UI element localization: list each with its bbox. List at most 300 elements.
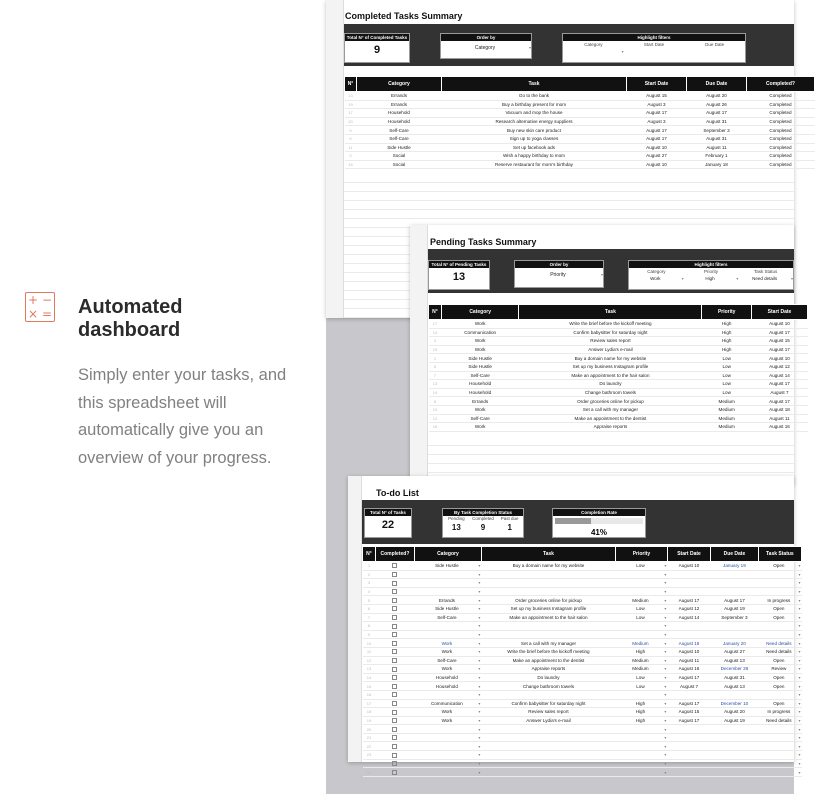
highlight-filters[interactable] [562, 33, 746, 63]
table-cell[interactable]: Do laundry [519, 380, 702, 389]
chevron-down-icon[interactable]: ▾ [798, 683, 801, 689]
table-cell[interactable]: Self-Care [441, 414, 519, 423]
table-cell[interactable] [758, 742, 801, 751]
table-cell[interactable] [414, 725, 481, 734]
table-cell[interactable]: Self-Care [441, 371, 519, 380]
table-cell[interactable] [414, 656, 481, 665]
table-cell[interactable] [481, 596, 615, 605]
table-cell[interactable]: Write the brief before the kickoff meeting [519, 320, 702, 329]
table-cell[interactable] [414, 673, 481, 682]
chevron-down-icon[interactable]: ▾ [798, 700, 801, 706]
chevron-down-icon[interactable]: ▾ [664, 735, 667, 741]
filter-val-category[interactable]: Work ▾ [650, 276, 684, 281]
checkbox[interactable] [392, 761, 397, 766]
table-cell[interactable]: August 12 [751, 362, 807, 371]
table-cell[interactable] [481, 725, 615, 734]
table-cell[interactable] [758, 639, 801, 648]
table-cell[interactable] [711, 768, 759, 777]
table-cell[interactable] [414, 690, 481, 699]
table-cell[interactable]: Answer Lydia's e-mail [519, 345, 702, 354]
filter-val-priority[interactable]: High ▾ [705, 276, 739, 281]
table-cell[interactable] [616, 716, 668, 725]
chevron-down-icon[interactable]: ▾ [798, 649, 801, 655]
table-cell[interactable]: Completed [747, 160, 815, 169]
table-cell[interactable] [667, 742, 710, 751]
table-cell[interactable] [616, 596, 668, 605]
chevron-down-icon[interactable]: ▾ [664, 700, 667, 706]
chevron-down-icon[interactable]: ▾ [664, 606, 667, 612]
chevron-down-icon[interactable]: ▾ [664, 657, 667, 663]
order-by-dropdown[interactable] [514, 260, 604, 288]
completed-checkbox-cell[interactable] [375, 716, 414, 725]
table-cell[interactable] [711, 604, 759, 613]
chevron-down-icon[interactable]: ▾ [478, 563, 481, 569]
table-cell[interactable]: High [702, 337, 752, 346]
checkbox[interactable] [392, 692, 397, 697]
table-cell[interactable] [711, 673, 759, 682]
table-cell[interactable] [616, 725, 668, 734]
chevron-down-icon[interactable]: ▾ [798, 657, 801, 663]
column-header[interactable]: Due Date [687, 77, 747, 92]
table-cell[interactable] [414, 665, 481, 674]
table-cell[interactable] [711, 665, 759, 674]
table-cell[interactable] [667, 768, 710, 777]
table-cell[interactable] [481, 570, 615, 579]
column-header[interactable]: Category [357, 77, 442, 92]
table-cell[interactable] [667, 733, 710, 742]
table-cell[interactable]: August 17 [751, 328, 807, 337]
checkbox[interactable] [392, 563, 397, 568]
table-cell[interactable] [711, 630, 759, 639]
chevron-down-icon[interactable]: ▾ [798, 571, 801, 577]
table-cell[interactable] [616, 673, 668, 682]
table-cell[interactable] [414, 716, 481, 725]
table-cell[interactable]: Household [441, 380, 519, 389]
completed-checkbox-cell[interactable] [375, 630, 414, 639]
table-cell[interactable]: August 14 [751, 371, 807, 380]
column-header[interactable]: N° [345, 77, 357, 92]
table-cell[interactable]: August 20 [687, 92, 747, 101]
table-cell[interactable] [758, 673, 801, 682]
table-cell[interactable] [481, 716, 615, 725]
table-cell[interactable] [667, 656, 710, 665]
chevron-down-icon[interactable]: ▾ [798, 666, 801, 672]
table-cell[interactable]: Household [357, 117, 442, 126]
table-cell[interactable]: Medium [702, 405, 752, 414]
table-cell[interactable]: High [702, 345, 752, 354]
table-cell[interactable] [481, 759, 615, 768]
table-cell[interactable] [667, 622, 710, 631]
chevron-down-icon[interactable]: ▾ [478, 717, 481, 723]
chevron-down-icon[interactable]: ▾ [478, 692, 481, 698]
completed-checkbox-cell[interactable] [375, 622, 414, 631]
table-cell[interactable] [667, 716, 710, 725]
table-cell[interactable] [758, 708, 801, 717]
chevron-down-icon[interactable]: ▾ [664, 597, 667, 603]
table-cell[interactable]: Low [702, 354, 752, 363]
table-cell[interactable] [758, 682, 801, 691]
table-cell[interactable] [481, 682, 615, 691]
table-cell[interactable]: Work [441, 405, 519, 414]
table-cell[interactable] [667, 604, 710, 613]
table-cell[interactable] [711, 656, 759, 665]
chevron-down-icon[interactable]: ▾ [664, 709, 667, 715]
table-cell[interactable]: February 1 [687, 152, 747, 161]
highlight-filters[interactable] [628, 260, 794, 290]
chevron-down-icon[interactable]: ▾ [478, 640, 481, 646]
checkbox[interactable] [392, 701, 397, 706]
table-cell[interactable] [481, 656, 615, 665]
chevron-down-icon[interactable]: ▾ [478, 606, 481, 612]
chevron-down-icon[interactable]: ▾ [664, 614, 667, 620]
table-cell[interactable]: Set up facebook ads [442, 143, 627, 152]
chevron-down-icon[interactable]: ▾ [664, 632, 667, 638]
table-cell[interactable] [711, 596, 759, 605]
table-cell[interactable] [481, 579, 615, 588]
table-cell[interactable] [711, 622, 759, 631]
table-cell[interactable] [711, 708, 759, 717]
table-cell[interactable] [616, 733, 668, 742]
table-cell[interactable] [414, 733, 481, 742]
chevron-down-icon[interactable]: ▾ [478, 623, 481, 629]
table-cell[interactable] [616, 630, 668, 639]
table-cell[interactable] [758, 570, 801, 579]
chevron-down-icon[interactable]: ▾ [798, 726, 801, 732]
table-cell[interactable] [758, 579, 801, 588]
table-cell[interactable] [616, 639, 668, 648]
chevron-down-icon[interactable]: ▾ [798, 632, 801, 638]
table-cell[interactable] [667, 751, 710, 760]
table-cell[interactable]: Completed [747, 100, 815, 109]
table-cell[interactable] [667, 673, 710, 682]
column-header[interactable]: Start Date [627, 77, 687, 92]
filter-val-start[interactable] [621, 47, 685, 54]
table-cell[interactable]: Household [441, 388, 519, 397]
table-cell[interactable] [667, 708, 710, 717]
table-cell[interactable] [711, 690, 759, 699]
table-cell[interactable]: Side Hustle [441, 362, 519, 371]
table-cell[interactable]: August 10 [627, 143, 687, 152]
table-cell[interactable]: August 26 [687, 100, 747, 109]
completed-checkbox-cell[interactable] [375, 690, 414, 699]
table-cell[interactable] [616, 613, 668, 622]
table-cell[interactable] [414, 759, 481, 768]
completed-checkbox-cell[interactable] [375, 562, 414, 571]
chevron-down-icon[interactable]: ▾ [798, 640, 801, 646]
checkbox[interactable] [392, 606, 397, 611]
table-cell[interactable] [758, 596, 801, 605]
checkbox[interactable] [392, 572, 397, 577]
chevron-down-icon[interactable]: ▾ [478, 632, 481, 638]
table-cell[interactable] [616, 656, 668, 665]
table-cell[interactable] [616, 562, 668, 571]
table-cell[interactable]: Medium [702, 423, 752, 432]
chevron-down-icon[interactable]: ▾ [798, 675, 801, 681]
table-cell[interactable] [758, 733, 801, 742]
checkbox[interactable] [392, 589, 397, 594]
table-cell[interactable] [481, 587, 615, 596]
table-cell[interactable] [711, 759, 759, 768]
table-cell[interactable] [711, 716, 759, 725]
table-cell[interactable]: Work [441, 423, 519, 432]
checkbox[interactable] [392, 615, 397, 620]
chevron-down-icon[interactable]: ▾ [798, 717, 801, 723]
table-cell[interactable] [616, 604, 668, 613]
chevron-down-icon[interactable]: ▾ [664, 649, 667, 655]
table-cell[interactable]: August 15 [751, 337, 807, 346]
table-cell[interactable]: Wish a happy birthday to mom [442, 152, 627, 161]
completed-checkbox-cell[interactable] [375, 604, 414, 613]
table-cell[interactable] [667, 596, 710, 605]
chevron-down-icon[interactable]: ▾ [664, 623, 667, 629]
table-cell[interactable]: Vacuum and mop the house [442, 109, 627, 118]
table-cell[interactable]: Completed [747, 143, 815, 152]
table-cell[interactable] [481, 562, 615, 571]
table-cell[interactable] [481, 639, 615, 648]
table-cell[interactable] [414, 630, 481, 639]
completed-checkbox-cell[interactable] [375, 742, 414, 751]
filter-val-due[interactable] [684, 47, 745, 54]
table-cell[interactable]: Completed [747, 117, 815, 126]
table-cell[interactable] [616, 682, 668, 691]
chevron-down-icon[interactable]: ▾ [664, 563, 667, 569]
table-cell[interactable]: Completed [747, 109, 815, 118]
chevron-down-icon[interactable]: ▾ [798, 752, 801, 758]
column-header[interactable]: N° [429, 305, 442, 320]
completed-checkbox-cell[interactable] [375, 656, 414, 665]
checkbox[interactable] [392, 675, 397, 680]
checkbox[interactable] [392, 753, 397, 758]
table-cell[interactable] [616, 665, 668, 674]
table-cell[interactable] [616, 751, 668, 760]
completed-checkbox-cell[interactable] [375, 665, 414, 674]
table-cell[interactable] [711, 587, 759, 596]
table-cell[interactable] [711, 742, 759, 751]
table-cell[interactable]: January 18 [687, 160, 747, 169]
table-cell[interactable] [414, 699, 481, 708]
table-cell[interactable]: August 17 [627, 126, 687, 135]
order-by-dropdown[interactable] [440, 33, 532, 59]
checkbox[interactable] [392, 581, 397, 586]
completed-checkbox-cell[interactable] [375, 699, 414, 708]
table-cell[interactable]: Low [702, 362, 752, 371]
table-cell[interactable]: Completed [747, 126, 815, 135]
table-cell[interactable]: August 10 [751, 320, 807, 329]
table-cell[interactable] [711, 699, 759, 708]
table-cell[interactable] [414, 613, 481, 622]
table-cell[interactable]: August 18 [751, 405, 807, 414]
chevron-down-icon[interactable]: ▾ [664, 692, 667, 698]
table-cell[interactable] [481, 768, 615, 777]
table-cell[interactable] [758, 699, 801, 708]
table-cell[interactable] [758, 716, 801, 725]
chevron-down-icon[interactable]: ▾ [664, 752, 667, 758]
completed-checkbox-cell[interactable] [375, 673, 414, 682]
checkbox[interactable] [392, 684, 397, 689]
table-cell[interactable]: August 15 [627, 92, 687, 101]
completed-checkbox-cell[interactable] [375, 759, 414, 768]
chevron-down-icon[interactable]: ▾ [798, 760, 801, 766]
table-cell[interactable] [758, 613, 801, 622]
table-cell[interactable] [481, 733, 615, 742]
table-cell[interactable]: Errands [357, 100, 442, 109]
chevron-down-icon[interactable]: ▾ [664, 726, 667, 732]
table-cell[interactable]: Work [441, 345, 519, 354]
table-cell[interactable]: Buy a birthday present for mom [442, 100, 627, 109]
table-cell[interactable]: Buy a domain name for my website [519, 354, 702, 363]
table-cell[interactable] [758, 725, 801, 734]
checkbox[interactable] [392, 727, 397, 732]
chevron-down-icon[interactable]: ▾ [478, 726, 481, 732]
chevron-down-icon[interactable]: ▾ [664, 743, 667, 749]
table-cell[interactable]: Low [702, 388, 752, 397]
chevron-down-icon[interactable]: ▾ [664, 683, 667, 689]
table-cell[interactable] [758, 647, 801, 656]
chevron-down-icon[interactable]: ▾ [798, 623, 801, 629]
table-cell[interactable]: August 31 [687, 117, 747, 126]
column-header[interactable]: Completed? [375, 547, 414, 562]
completed-checkbox-cell[interactable] [375, 587, 414, 596]
column-header[interactable]: Priority [702, 305, 752, 320]
table-cell[interactable] [667, 725, 710, 734]
chevron-down-icon[interactable]: ▾ [478, 760, 481, 766]
column-header[interactable]: Category [441, 305, 519, 320]
table-cell[interactable]: Work [441, 337, 519, 346]
table-cell[interactable] [414, 604, 481, 613]
column-header[interactable]: Start Date [751, 305, 807, 320]
chevron-down-icon[interactable]: ▾ [478, 571, 481, 577]
chevron-down-icon[interactable]: ▾ [478, 666, 481, 672]
chevron-down-icon[interactable]: ▾ [798, 606, 801, 612]
completed-checkbox-cell[interactable] [375, 682, 414, 691]
chevron-down-icon[interactable]: ▾ [478, 675, 481, 681]
table-cell[interactable] [667, 613, 710, 622]
table-cell[interactable] [481, 690, 615, 699]
table-cell[interactable] [758, 587, 801, 596]
table-cell[interactable] [758, 656, 801, 665]
table-cell[interactable] [414, 587, 481, 596]
chevron-down-icon[interactable]: ▾ [478, 709, 481, 715]
table-cell[interactable]: Completed [747, 92, 815, 101]
checkbox[interactable] [392, 667, 397, 672]
table-cell[interactable] [616, 768, 668, 777]
table-cell[interactable] [711, 570, 759, 579]
table-cell[interactable]: September 3 [687, 126, 747, 135]
table-cell[interactable] [667, 570, 710, 579]
table-cell[interactable] [667, 759, 710, 768]
chevron-down-icon[interactable]: ▾ [664, 769, 667, 775]
table-cell[interactable] [667, 562, 710, 571]
checkbox[interactable] [392, 658, 397, 663]
chevron-down-icon[interactable]: ▾ [478, 597, 481, 603]
checkbox[interactable] [392, 632, 397, 637]
chevron-down-icon[interactable]: ▾ [798, 580, 801, 586]
chevron-down-icon[interactable]: ▾ [798, 743, 801, 749]
table-cell[interactable]: Medium [702, 414, 752, 423]
filter-val-category[interactable] [563, 47, 624, 54]
table-cell[interactable] [667, 665, 710, 674]
table-cell[interactable] [414, 562, 481, 571]
table-cell[interactable] [616, 570, 668, 579]
table-cell[interactable]: Set a call with my manager [519, 405, 702, 414]
column-header[interactable]: Task Status [758, 547, 801, 562]
table-cell[interactable] [414, 682, 481, 691]
chevron-down-icon[interactable]: ▾ [478, 700, 481, 706]
table-cell[interactable] [711, 733, 759, 742]
column-header[interactable]: N° [363, 547, 376, 562]
chevron-down-icon[interactable]: ▾ [798, 692, 801, 698]
completed-checkbox-cell[interactable] [375, 639, 414, 648]
table-cell[interactable]: Make an appointment to the hair salon [519, 371, 702, 380]
checkbox[interactable] [392, 710, 397, 715]
chevron-down-icon[interactable]: ▾ [478, 735, 481, 741]
chevron-down-icon[interactable]: ▾ [664, 760, 667, 766]
chevron-down-icon[interactable]: ▾ [664, 589, 667, 595]
table-cell[interactable] [711, 562, 759, 571]
table-cell[interactable] [414, 579, 481, 588]
table-cell[interactable]: August 10 [627, 160, 687, 169]
table-cell[interactable] [616, 647, 668, 656]
table-cell[interactable]: August 17 [751, 345, 807, 354]
column-header[interactable]: Task [481, 547, 615, 562]
completed-checkbox-cell[interactable] [375, 725, 414, 734]
table-cell[interactable] [758, 690, 801, 699]
chevron-down-icon[interactable]: ▾ [664, 571, 667, 577]
table-cell[interactable] [758, 768, 801, 777]
table-cell[interactable] [758, 604, 801, 613]
table-cell[interactable]: Appraise reports [519, 423, 702, 432]
table-cell[interactable] [711, 613, 759, 622]
chevron-down-icon[interactable]: ▾ [478, 657, 481, 663]
completed-checkbox-cell[interactable] [375, 647, 414, 656]
chevron-down-icon[interactable]: ▾ [478, 649, 481, 655]
table-cell[interactable]: Low [702, 380, 752, 389]
checkbox[interactable] [392, 624, 397, 629]
table-cell[interactable]: Reserve restaurant for mom's birthday [442, 160, 627, 169]
checkbox[interactable] [392, 770, 397, 775]
table-cell[interactable] [481, 604, 615, 613]
table-cell[interactable]: Low [702, 371, 752, 380]
chevron-down-icon[interactable]: ▾ [664, 640, 667, 646]
table-cell[interactable] [616, 708, 668, 717]
table-cell[interactable]: August 17 [627, 134, 687, 143]
table-cell[interactable]: High [702, 328, 752, 337]
chevron-down-icon[interactable]: ▾ [664, 666, 667, 672]
table-cell[interactable] [616, 579, 668, 588]
column-header[interactable]: Task [442, 77, 627, 92]
chevron-down-icon[interactable]: ▾ [798, 769, 801, 775]
checkbox[interactable] [392, 598, 397, 603]
table-cell[interactable]: Errands [441, 397, 519, 406]
checkbox[interactable] [392, 649, 397, 654]
table-cell[interactable]: Household [357, 109, 442, 118]
table-cell[interactable] [758, 562, 801, 571]
table-cell[interactable] [616, 742, 668, 751]
completed-checkbox-cell[interactable] [375, 751, 414, 760]
table-cell[interactable] [414, 768, 481, 777]
chevron-down-icon[interactable]: ▾ [798, 597, 801, 603]
table-cell[interactable]: August 11 [687, 143, 747, 152]
table-cell[interactable]: Make an appointment to the dentist [519, 414, 702, 423]
table-cell[interactable]: Research alternative energy suppliers [442, 117, 627, 126]
table-cell[interactable] [711, 751, 759, 760]
table-cell[interactable] [481, 673, 615, 682]
chevron-down-icon[interactable]: ▾ [478, 752, 481, 758]
table-cell[interactable] [481, 647, 615, 656]
table-cell[interactable] [414, 570, 481, 579]
table-cell[interactable] [667, 630, 710, 639]
table-cell[interactable] [711, 682, 759, 691]
